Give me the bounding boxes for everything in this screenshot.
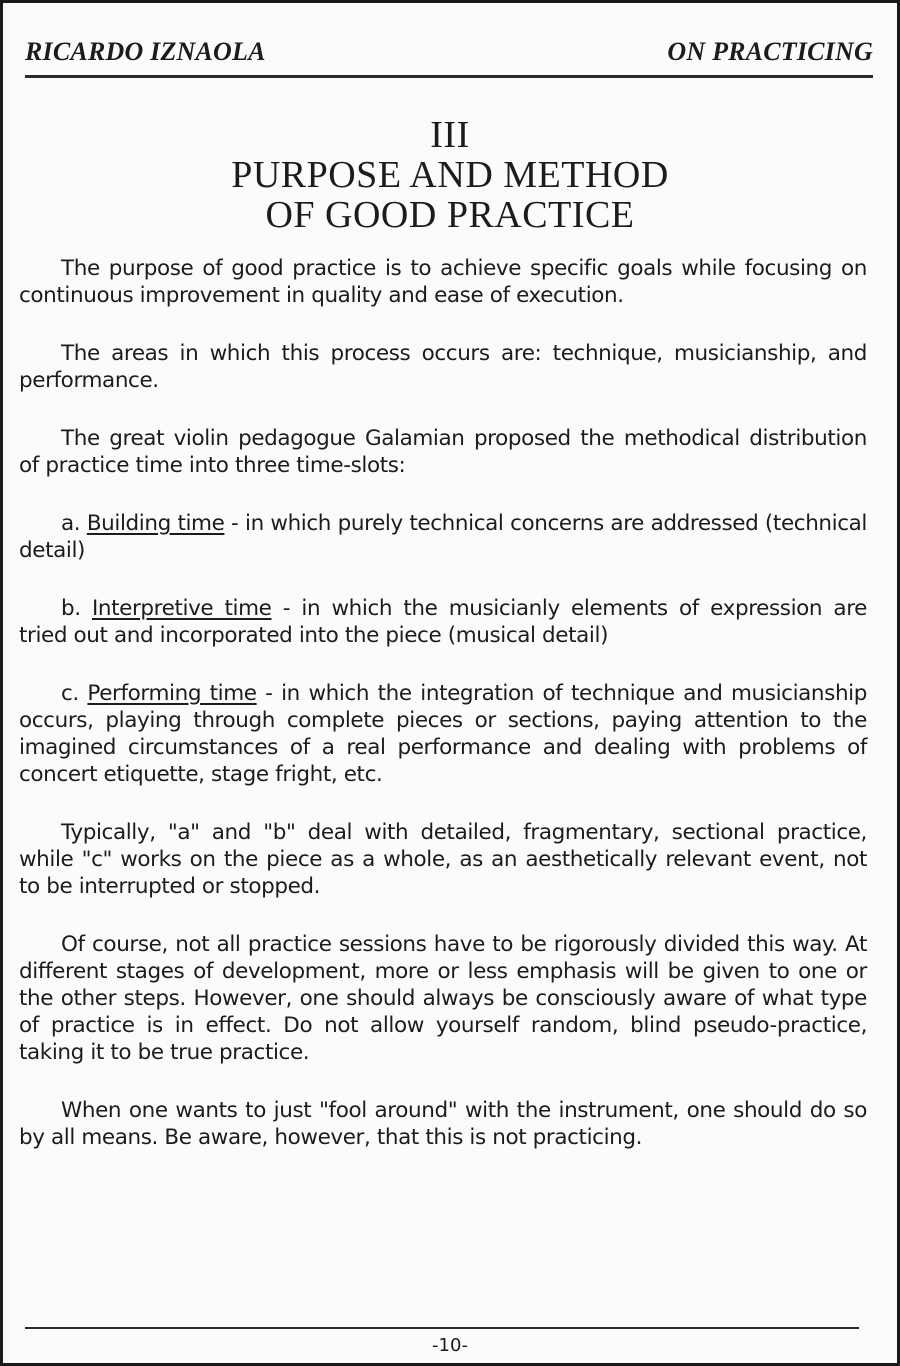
item-b-marker: b. bbox=[61, 596, 81, 621]
page-number: -10- bbox=[432, 1335, 468, 1356]
item-c-text: - in which the integration of technique and musicianship occurs, playing through complete pieces or sections, paying attention to the imagined circumstances of a real performance and dealing with problems of concert etiquette, stage fright, etc. bbox=[19, 681, 867, 787]
item-a-marker: a. bbox=[61, 511, 81, 536]
paragraph-areas: The areas in which this process occurs are: technique, musicianship, and performance. bbox=[19, 341, 867, 393]
body-text bbox=[19, 255, 867, 1182]
chapter-number: III bbox=[430, 114, 470, 156]
item-a-text: - in which purely technical concerns are addressed (technical detail) bbox=[19, 511, 867, 563]
paragraph-typically: Typically, "a" and "b" deal with detailed, fragmentary, sectional practice, while "c" works on the piece as a whole, as an aesthetically relevant event, not to be interrupted or stopped. bbox=[19, 820, 867, 899]
item-a-term: Building time bbox=[86, 511, 225, 536]
list-item-a bbox=[19, 510, 867, 564]
header-divider bbox=[25, 75, 873, 78]
paragraph-fool-around: When one wants to just "fool around" with the instrument, one should do so by all means. Be aware, however, that this is not practicing. bbox=[19, 1098, 867, 1150]
list-item-b bbox=[19, 595, 867, 649]
item-c-marker: c. bbox=[61, 681, 79, 706]
item-c-term: Performing time bbox=[87, 681, 257, 706]
list-item-c bbox=[19, 680, 867, 788]
header-book-title: ON PRACTICING bbox=[667, 37, 873, 66]
item-b-term: Interpretive time bbox=[91, 596, 272, 621]
footer-divider bbox=[25, 1327, 859, 1329]
running-header bbox=[25, 37, 873, 67]
chapter-title-line-2: OF GOOD PRACTICE bbox=[265, 194, 635, 236]
chapter-heading bbox=[3, 115, 897, 235]
item-b-text: - in which the musicianly elements of expression are tried out and incorporated into the piece (musical detail) bbox=[19, 596, 867, 648]
header-author: RICARDO IZNAOLA bbox=[25, 37, 266, 66]
paragraph-of-course: Of course, not all practice sessions have to be rigorously divided this way. At different stages of development, more or less emphasis will be given to one or the other steps. However, one should always be consciously aware of what type of practice is in effect. Do not allow yourself random, blind pseudo-practice, taking it to be true practice. bbox=[19, 932, 867, 1065]
paragraph-galamian: The great violin pedagogue Galamian proposed the methodical distribution of practice time into three time-slots: bbox=[19, 426, 867, 478]
chapter-title-line-1: PURPOSE AND METHOD bbox=[231, 154, 669, 196]
paragraph-purpose: The purpose of good practice is to achieve specific goals while focusing on continuous improvement in quality and ease of execution. bbox=[19, 256, 867, 308]
